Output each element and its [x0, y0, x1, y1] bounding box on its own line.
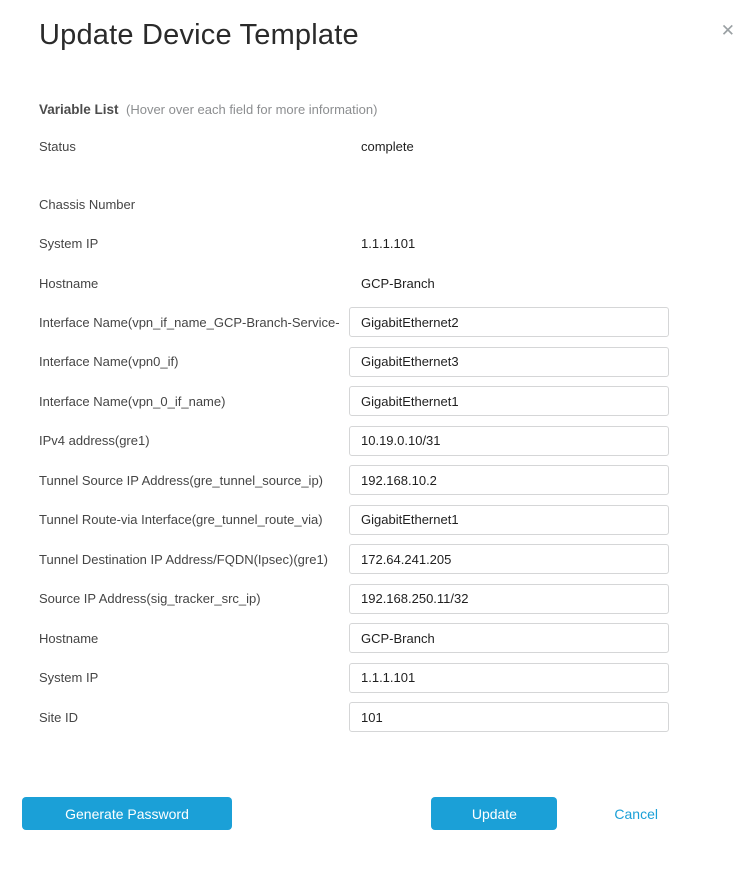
field-label: Chassis Number: [39, 197, 136, 212]
field-input[interactable]: [349, 544, 669, 574]
input-field-row: [39, 623, 752, 653]
field-value: GCP-Branch: [361, 276, 435, 291]
update-device-template-dialog: [0, 19, 752, 884]
field-label: Interface Name(vpn0_if): [39, 354, 179, 369]
field-label: Tunnel Source IP Address(gre_tunnel_source_ip): [39, 472, 324, 488]
field-label: Status: [39, 139, 76, 154]
input-field-row: [39, 426, 752, 456]
field-input[interactable]: [349, 347, 669, 377]
footer: [22, 797, 730, 830]
readonly-field-row: [39, 275, 752, 292]
readonly-rows: [0, 138, 752, 292]
generate-password-button[interactable]: Generate Password: [22, 797, 232, 830]
input-field-row: [39, 584, 752, 614]
input-rows: [0, 307, 752, 732]
input-field-row: [39, 347, 752, 377]
input-field-row: [39, 386, 752, 416]
input-field-row: [39, 544, 752, 574]
field-label: Interface Name(vpn_0_if_name): [39, 393, 226, 409]
input-field-row: [39, 505, 752, 535]
readonly-field-row: [39, 235, 752, 252]
field-input[interactable]: [349, 584, 669, 614]
field-label: Tunnel Route-via Interface(gre_tunnel_route_via): [39, 512, 323, 527]
field-label: System IP: [39, 236, 99, 251]
field-label: Site ID: [39, 709, 79, 725]
field-input[interactable]: [349, 426, 669, 456]
field-label: Hostname: [39, 276, 99, 291]
input-field-row: [39, 663, 752, 693]
input-field-row: [39, 465, 752, 495]
field-input[interactable]: [349, 386, 669, 416]
field-label: Source IP Address(sig_tracker_src_ip): [39, 591, 261, 606]
input-field-row: [39, 307, 752, 337]
field-input[interactable]: [349, 465, 669, 495]
field-input[interactable]: [349, 623, 669, 653]
update-button[interactable]: Update: [431, 797, 557, 830]
readonly-field-row: [39, 196, 752, 213]
variable-list-label: Variable List: [39, 102, 119, 117]
field-input[interactable]: [349, 663, 669, 693]
field-input[interactable]: [349, 307, 669, 337]
field-value: complete: [361, 139, 414, 154]
dialog-title: Update Device Template: [39, 19, 359, 51]
field-input[interactable]: [349, 505, 669, 535]
input-field-row: [39, 702, 752, 732]
variable-list-hint: (Hover over each field for more information): [126, 102, 378, 117]
close-icon[interactable]: ✕: [720, 21, 735, 40]
field-label: Interface Name(vpn_if_name_GCP-Branch-Service-: [39, 314, 340, 330]
readonly-field-row: [39, 138, 752, 155]
field-input[interactable]: [349, 702, 669, 732]
variable-list-header: [39, 102, 752, 118]
field-label: Tunnel Destination IP Address/FQDN(Ipsec)(gre1): [39, 551, 329, 567]
field-label: IPv4 address(gre1): [39, 433, 150, 448]
field-value: 1.1.1.101: [361, 236, 416, 251]
field-label: System IP: [39, 670, 99, 685]
cancel-link[interactable]: Cancel: [614, 805, 658, 822]
field-label: Hostname: [39, 630, 99, 646]
